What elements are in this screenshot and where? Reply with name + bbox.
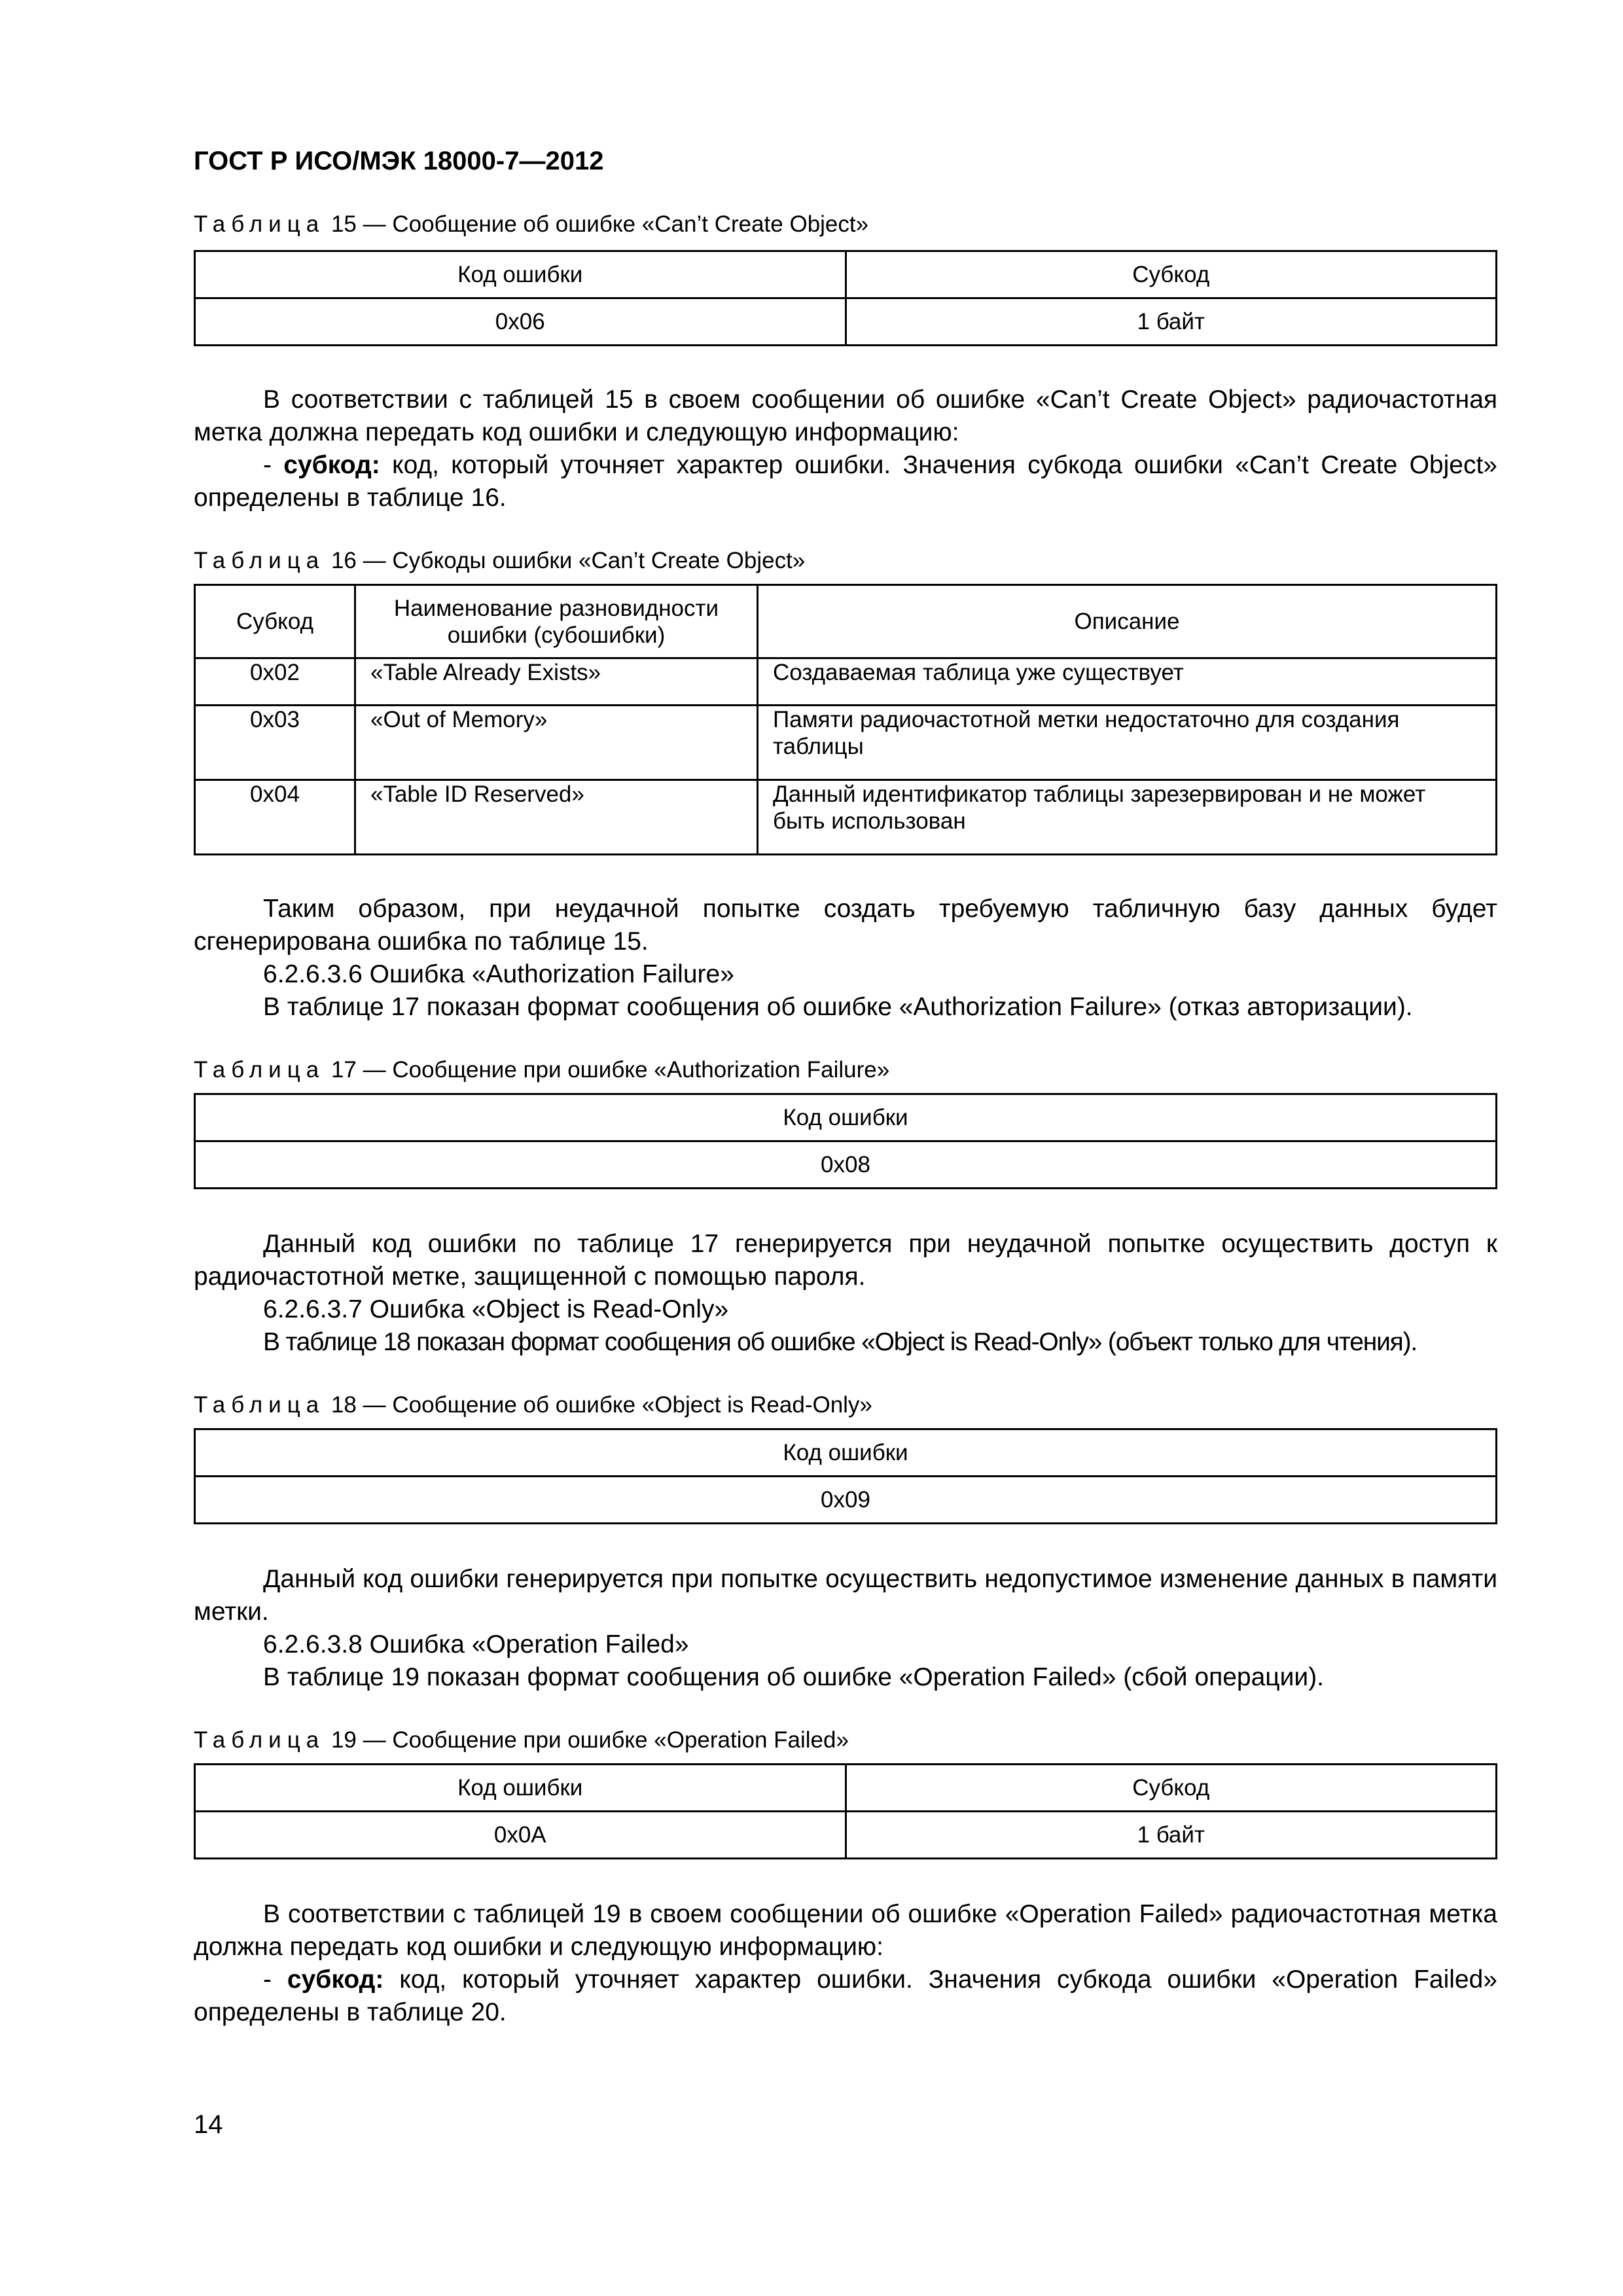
table-17-caption (194, 1056, 889, 1084)
header-cell: Субкод (846, 251, 1497, 298)
document-header: ГОСТ Р ИСО/МЭК 18000-7—2012 (194, 147, 604, 175)
paragraph-section-6-2-6-3-7 (194, 1228, 1497, 1359)
header-cell: Наименование разновидности ошибки (субошибки) (355, 585, 758, 658)
table-cell: «Out of Memory» (355, 706, 758, 780)
table-15 (194, 250, 1497, 346)
header-cell: Субкод (195, 585, 355, 658)
paragraph-section-6-2-6-3-6 (194, 893, 1497, 1024)
paragraph-text: В соответствии с таблицей 15 в своем сообщении об ошибке «Can’t Create Object» радиочастотная метка должна передать код ошибки и следующую информацию: (194, 386, 1497, 446)
table-row (195, 658, 1497, 706)
table-17 (194, 1093, 1497, 1189)
paragraph-section-6-2-6-3-8 (194, 1563, 1497, 1694)
table-19-caption (194, 1727, 849, 1754)
header-cell: Код ошибки (195, 1429, 1497, 1477)
paragraph-table-15 (194, 384, 1497, 514)
term: субкод: (283, 451, 380, 479)
section-heading: 6.2.6.3.8 Ошибка «Operation Failed» (263, 1630, 689, 1659)
caption-word: Таблица (194, 1057, 325, 1083)
table-cell: 0x08 (195, 1141, 1497, 1189)
table-row (195, 1477, 1497, 1524)
caption-word: Таблица (194, 548, 325, 573)
table-16-caption (194, 547, 805, 575)
table-header-row (195, 251, 1497, 298)
caption-text: 18 — Сообщение об ошибке «Object is Read-Only» (325, 1392, 872, 1418)
table-header-row (195, 1094, 1497, 1141)
header-cell: Код ошибки (195, 1765, 846, 1812)
caption-word: Таблица (194, 211, 325, 237)
table-row (195, 298, 1497, 346)
table-row (195, 1141, 1497, 1189)
table-16 (194, 584, 1497, 855)
paragraph-text: В таблице 17 показан формат сообщения об ошибке «Authorization Failure» (отказ авторизации). (263, 993, 1413, 1021)
paragraph-table-19 (194, 1898, 1497, 2029)
paragraph-text: Данный код ошибки генерируется при попытке осуществить недопустимое изменение данных в памяти метки. (194, 1565, 1497, 1626)
table-row (195, 1812, 1497, 1859)
table-cell: 0x04 (195, 780, 355, 855)
page-number: 14 (194, 2110, 223, 2139)
list-item: - субкод: код, который уточняет характер ошибки. Значения субкода ошибки «Operation Failed» определены в таблице 20. (194, 1965, 1498, 2026)
paragraph-text: В таблице 19 показан формат сообщения об ошибке «Operation Failed» (сбой операции). (263, 1663, 1325, 1691)
section-heading: 6.2.6.3.7 Ошибка «Object is Read-Only» (263, 1295, 729, 1323)
table-row (195, 706, 1497, 780)
caption-text: 17 — Сообщение при ошибке «Authorization Failure» (325, 1057, 890, 1083)
table-cell: 0x0A (195, 1812, 846, 1859)
term: субкод: (287, 1965, 384, 1994)
caption-word: Таблица (194, 1392, 325, 1418)
header-cell: Субкод (846, 1765, 1497, 1812)
paragraph-text: В соответствии с таблицей 19 в своем сообщении об ошибке «Operation Failed» радиочастотная метка должна передать код ошибки и следующую информацию: (194, 1900, 1497, 1961)
table-18-caption (194, 1391, 872, 1419)
header-cell: Описание (758, 585, 1497, 658)
caption-text: 19 — Сообщение при ошибке «Operation Failed» (325, 1727, 849, 1753)
table-cell: 0x09 (195, 1477, 1497, 1524)
table-header-row (195, 1765, 1497, 1812)
header-cell: Код ошибки (195, 1094, 1497, 1141)
table-cell: 0x03 (195, 706, 355, 780)
paragraph-text: Таким образом, при неудачной попытке создать требуемую табличную базу данных будет сгенерирована ошибка по таблице 15. (194, 895, 1497, 956)
table-cell: 1 байт (846, 298, 1497, 346)
table-cell: 0x02 (195, 658, 355, 706)
table-15-caption (194, 211, 868, 238)
table-cell: 1 байт (846, 1812, 1497, 1859)
table-cell: Памяти радиочастотной метки недостаточно для создания таблицы (758, 706, 1497, 780)
table-18 (194, 1428, 1497, 1524)
table-cell: Создаваемая таблица уже существует (758, 658, 1497, 706)
paragraph-text: В таблице 18 показан формат сообщения об ошибке «Object is Read-Only» (объект только для чтения). (263, 1328, 1418, 1356)
table-row (195, 780, 1497, 855)
table-cell: «Table Already Exists» (355, 658, 758, 706)
table-cell: 0x06 (195, 298, 846, 346)
paragraph-text: Данный код ошибки по таблице 17 генерируется при неудачной попытке осуществить доступ к радиочастотной метке, защищенной с помощью пароля. (194, 1230, 1497, 1291)
caption-word: Таблица (194, 1727, 325, 1753)
table-19 (194, 1763, 1497, 1859)
table-cell: «Table ID Reserved» (355, 780, 758, 855)
table-header-row (195, 585, 1497, 658)
caption-text: 15 — Сообщение об ошибке «Can’t Create Object» (325, 211, 869, 237)
table-cell: Данный идентификатор таблицы зарезервирован и не может быть использован (758, 780, 1497, 855)
caption-text: 16 — Субкоды ошибки «Can’t Create Object» (325, 548, 806, 573)
list-item: - субкод: код, который уточняет характер ошибки. Значения субкода ошибки «Can’t Create Object» определены в таблице 16. (194, 451, 1497, 512)
section-heading: 6.2.6.3.6 Ошибка «Authorization Failure» (263, 960, 734, 988)
header-cell: Код ошибки (195, 251, 846, 298)
table-header-row (195, 1429, 1497, 1477)
